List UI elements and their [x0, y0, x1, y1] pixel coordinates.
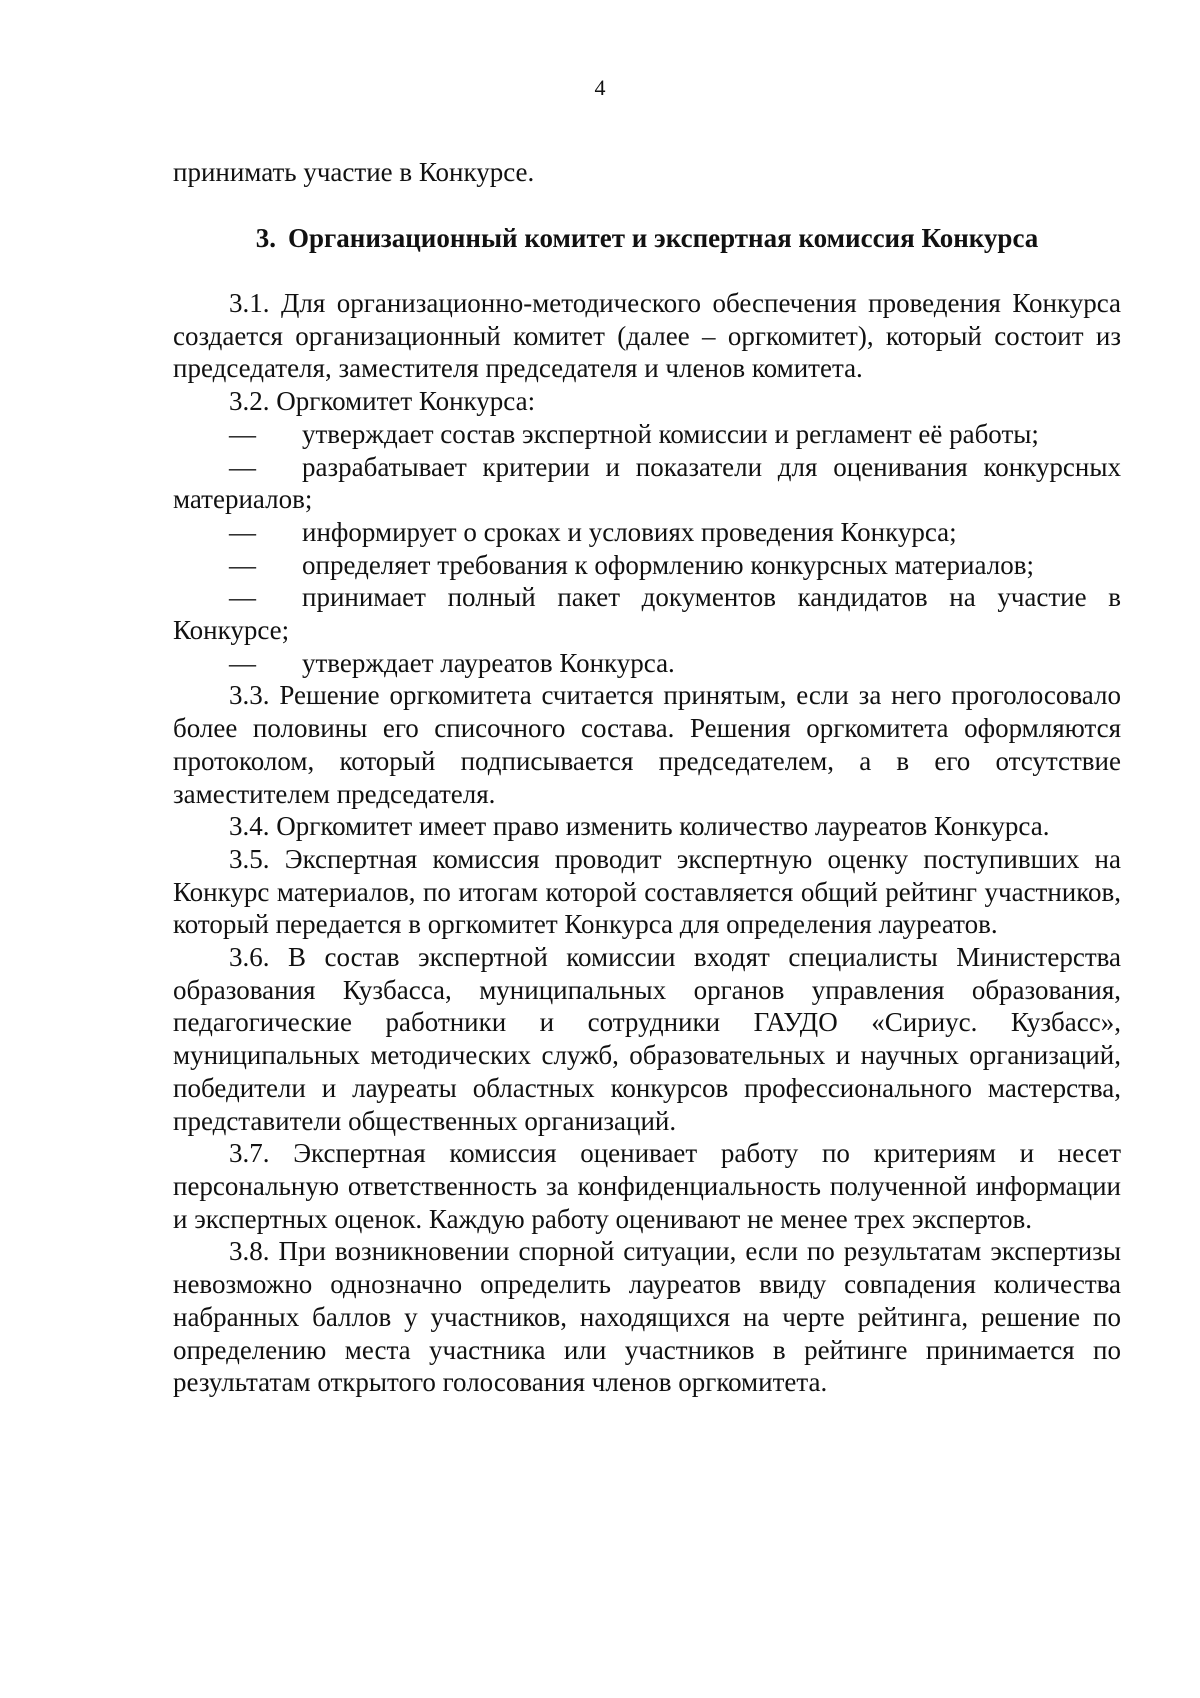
- section-heading: [173, 222, 1121, 255]
- paragraph: 3.5. Экспертная комиссия проводит экспертную оценку поступивших на Конкурс материалов, по итогам которой составляется общий рейтинг участников, который передается в оргкомитет Конкурса для определения лауреатов.: [173, 843, 1121, 940]
- section-number: 3.: [255, 223, 276, 253]
- list-item: [173, 581, 1121, 646]
- paragraph: 3.4. Оргкомитет имеет право изменить количество лауреатов Конкурса.: [229, 811, 1050, 842]
- continuation-text: принимать участие в Конкурсе.: [173, 157, 535, 187]
- paragraph: 3.1. Для организационно-методического обеспечения проведения Конкурса создается организационный комитет (далее – оргкомитет), который состоит из председателя, заместителя председателя и членов комитета.: [173, 288, 1121, 384]
- paragraph: 3.8. При возникновении спорной ситуации, если по результатам экспертизы невозможно однозначно определить лауреатов ввиду совпадения количества набранных баллов у участников, находящихся на черте рейтинга, решение по определению места участника или участников в рейтинге принимается по результатам открытого голосования членов оргкомитета.: [173, 1236, 1121, 1398]
- dash-bullet: —: [229, 647, 256, 678]
- dash-bullet: —: [229, 418, 256, 449]
- list-item-text: разрабатывает критерии и показатели для оценивания конкурсных материалов;: [173, 451, 1121, 515]
- list-item-text: утверждает лауреатов Конкурса.: [302, 647, 675, 678]
- list-item: [173, 647, 1121, 680]
- list-item-text: информирует о сроках и условиях проведения Конкурса;: [302, 516, 957, 547]
- list-item: [173, 451, 1121, 516]
- list-item: [173, 418, 1121, 451]
- paragraph: 3.7. Экспертная комиссия оценивает работу по критериям и несет персональную ответственность за конфиденциальность полученной информации и экспертных оценок. Каждую работу оценивают не менее трех экспертов.: [173, 1138, 1121, 1234]
- list-item-text: принимает полный пакет документов кандидатов на участие в Конкурсе;: [173, 582, 1121, 646]
- dash-bullet: —: [229, 582, 256, 613]
- page-number: 4: [594, 75, 606, 100]
- dash-bullet: —: [229, 451, 256, 482]
- dash-bullet: —: [229, 549, 256, 580]
- list-item: [173, 549, 1121, 582]
- paragraph: 3.2. Оргкомитет Конкурса:: [229, 386, 536, 417]
- list-item: [173, 516, 1121, 549]
- section-content: [173, 287, 1121, 1399]
- section-title: Организационный комитет и экспертная комиссия Конкурса: [287, 223, 1039, 253]
- dash-bullet: —: [229, 516, 256, 547]
- paragraph: 3.3. Решение оргкомитета считается принятым, если за него проголосовало более половины его списочного состава. Решения оргкомитета оформляются протоколом, который подписывается председателем, а в его отсутствие заместителем председателя.: [173, 680, 1121, 809]
- list-item-text: утверждает состав экспертной комиссии и регламент её работы;: [302, 418, 1039, 449]
- paragraph: 3.6. В состав экспертной комиссии входят специалисты Министерства образования Кузбасса, муниципальных органов управления образования, педагогические работники и сотрудники ГАУДО «Сириус. Кузбасс», муниципальных методических служб, образовательных и научных организаций, победители и лауреаты областных конкурсов профессионального мастерства, представители общественных организаций.: [173, 942, 1121, 1136]
- list-item-text: определяет требования к оформлению конкурсных материалов;: [302, 549, 1034, 580]
